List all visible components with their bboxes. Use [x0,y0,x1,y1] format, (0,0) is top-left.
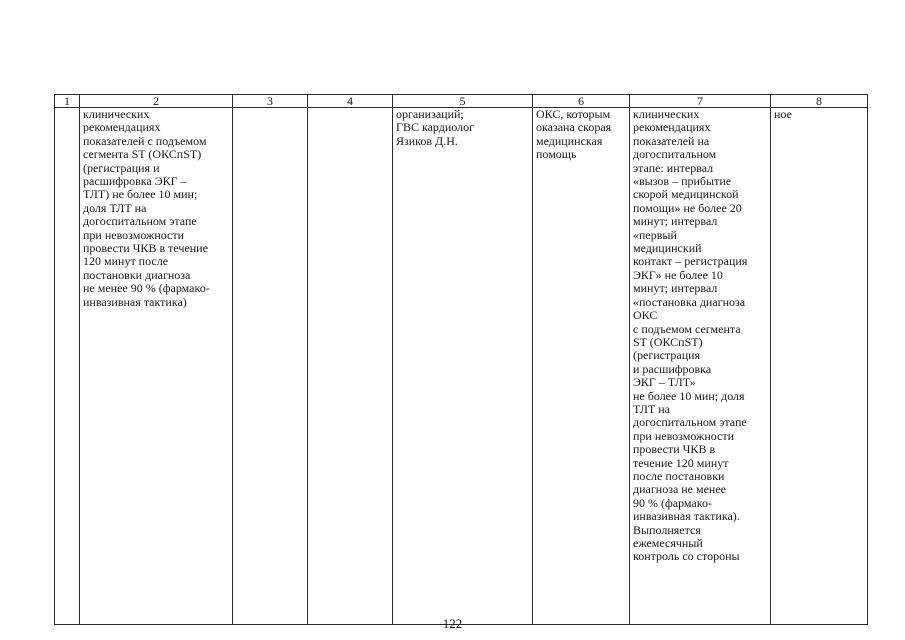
table-cell-2: клинических рекомендациях показателей с подъемом сегмента ST (ОКСпST) (регистрация и расшифровка ЭКГ – ТЛТ) не более 10 мин; доля ТЛТ на догоспитальном этапе при невозможности провести ЧКВ в течение 120 минут после постановки диагноза не менее 90 % (фармако- инвазивная тактика) [80,108,233,625]
header-row [55,95,868,108]
table-cell-7: клинических рекомендациях показателей на догоспитальном этапе: интервал «вызов – прибытие скорой медицинской помощи» не более 20 минут; интервал «первый медицинский контакт – регистрация ЭКГ» не более 10 минут; интервал «постановка диагноза ОКС с подъемом сегмента ST (ОКСпST) (регистрация и расшифровка ЭКГ – ТЛТ» не более 10 мин; доля ТЛТ на догоспитальном этапе при невозможности провести ЧКВ в течение 120 минут после постановки диагноза не менее 90 % (фармако- инвазивная тактика). Выполняется ежемесячный контроль со стороны [630,108,771,625]
column-number-7: 7 [630,95,771,108]
column-number-6: 6 [533,95,630,108]
column-number-4: 4 [308,95,393,108]
column-number-5: 5 [393,95,533,108]
column-number-1: 1 [55,95,80,108]
document-table [54,94,868,625]
column-number-2: 2 [80,95,233,108]
table-cell-1 [55,108,80,625]
table-cell-8: ное [771,108,868,625]
column-number-8: 8 [771,95,868,108]
table-cell-5: организаций; ГВС кардиолог Язиков Д.Н. [393,108,533,625]
table-row [55,108,868,625]
page-number: 122 [442,616,463,631]
column-number-3: 3 [233,95,308,108]
table-cell-3 [233,108,308,625]
table-cell-4 [308,108,393,625]
table-cell-6: ОКС, которым оказана скорая медицинская помощь [533,108,630,625]
